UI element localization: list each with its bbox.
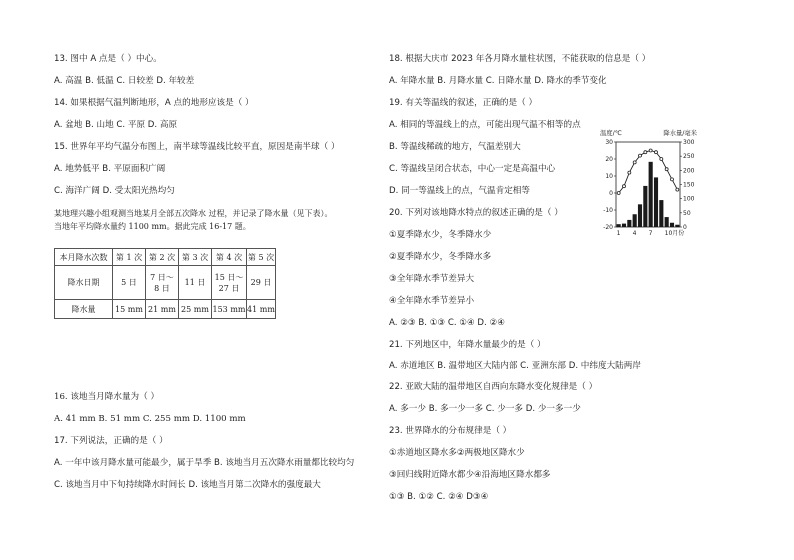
temperature-point [649,149,652,152]
x-tick-label: 1 [616,230,621,237]
q18-text: 18. 根据大庆市 2023 年各月降水量柱状图，不能获取的信息是（ ） [389,54,651,64]
q22-options: A. 多一少 B. 多一少一多 C. 少一多 D. 少一多一少 [389,404,581,414]
date-text: 27 日 [218,283,240,293]
q22-text: 22. 亚欧大陆的温带地区自西向东降水变化规律是（ ） [389,382,598,392]
date-text: 8 日 [154,283,170,293]
precip-bar [665,217,669,227]
precip-bar [643,186,647,227]
temperature-point [628,171,631,174]
material-intro-line1: 某地理兴趣小组观测当地某月全部五次降水 过程，并记录了降水量（见下表）。 [54,209,333,218]
precip-bar [675,225,679,227]
material-intro-line2: 当地年平均降水量约 1100 mm。据此完成 16-17 题。 [54,222,251,231]
q23-text: 23. 世界降水的分布规律是（ ） [389,426,512,436]
climate-chart [596,126,700,242]
table-row-amounts [55,300,276,319]
left-tick-label: 0 [609,190,613,197]
temperature-point [660,158,663,161]
left-tick-label: 10 [605,173,613,180]
temperature-point [671,178,674,181]
left-tick-label: -10 [603,207,613,214]
right-tick-label: 200 [683,167,695,175]
precip-bar [659,200,663,227]
q20-item-1: ①夏季降水少，冬季降水少 [389,230,492,240]
right-tick-label: 150 [683,181,695,189]
q17-text: 17. 下列说法，正确的是（ ） [54,436,168,446]
right-axis-title: 降水量/毫米 [663,130,697,137]
q20-text: 20. 下列对该地降水特点的叙述正确的是（ ） [389,208,563,218]
temperature-point [655,151,658,154]
q14-options: A. 盆地 B. 山地 C. 平原 D. 高原 [54,120,178,130]
precip-bar [627,220,631,227]
temperature-point [633,161,636,164]
x-tick-label: 7 [648,230,653,237]
q20-options: A. ②③ B. ①③ C. ①④ D. ②④ [389,318,505,328]
temperature-point [676,188,679,191]
table-header-row [55,249,276,266]
q15-options-cd: C. 海洋广阔 D. 受太阳光热均匀 [54,186,175,196]
x-tick-label: 10月份 [664,230,685,237]
q19-option-a: A. 相同的等温线上的点，可能出现气温不相等的点 [389,120,581,130]
x-tick-label: 4 [632,230,637,237]
q23-item-1-2: ①赤道地区降水多②两极地区降水少 [389,448,525,458]
right-tick-label: 250 [683,153,695,161]
temperature-point [623,185,626,188]
date-text: 11 日 [184,278,206,287]
q20-item-3: ③全年降水季节差异大 [389,274,475,284]
q17-options-ab: A. 一年中该月降水量可能最少，属于旱季 B. 该地当月五次降水雨量都比较均匀 [54,458,355,468]
q20-item-2: ②夏季降水少，冬季降水多 [389,252,492,262]
temperature-point [617,192,620,195]
q19-option-c: C. 等温线呈闭合状态，中心一定是高温中心 [389,164,556,174]
date-text: 29 日 [250,278,272,287]
date-text: 15 日～ [214,272,244,282]
right-tick-label: 100 [683,195,695,203]
table-cell [212,266,247,300]
q16-text: 16. 该地当月降水量为（ ） [54,392,160,402]
table-cell: 15 mm [113,300,146,319]
table-cell [247,266,276,300]
right-tick-label: 0 [683,224,687,231]
table-cell: 21 mm [146,300,179,319]
table-cell: 41 mm [247,300,276,319]
q21-options: A. 赤道地区 B. 温带地区大陆内部 C. 亚洲东部 D. 中纬度大陆两岸 [389,361,641,371]
precip-bar [638,204,642,227]
q21-text: 21. 下列地区中，年降水量最少的是（ ） [389,340,546,350]
table-cell [179,266,212,300]
table-header-cell: 第 1 次 [113,249,146,266]
table-cell: 153 mm [212,300,247,319]
q17-options-cd: C. 该地当月中下旬持续降水时间长 D. 该地当月第二次降水的强度最大 [54,480,321,490]
row-label: 降水量 [55,300,113,319]
q19-option-d: D. 同一等温线上的点，气温肯定相等 [389,186,530,196]
table-header-cell: 本月降水次数 [55,249,113,266]
left-axis-title: 温度/℃ [600,130,622,137]
temperature-line [619,151,678,194]
table-header-cell: 第 2 次 [146,249,179,266]
q19-text: 19. 有关等温线的叙述，正确的是（ ） [389,98,538,108]
table-cell [146,266,179,300]
q15-text: 15. 世界年平均气温分布图上，南半球等温线比较平直，原因是南半球（ ） [54,142,340,152]
q23-item-3-4: ③回归线附近降水都少④沿海地区降水都多 [389,470,551,480]
table-row-dates [55,266,276,300]
q23-options: ①③ B. ①② C. ②④ D③④ [389,492,489,502]
precip-bar [633,214,637,227]
left-tick-label: -20 [603,224,613,231]
precip-bar [617,224,621,227]
date-text: 7 日～ [150,272,174,282]
precip-bar [670,223,674,227]
right-tick-label: 300 [683,139,695,146]
temperature-point [639,154,642,157]
q14-text: 14. 如果根据气温判断地形，A 点的地形应该是（ ） [54,98,254,108]
table-header-cell: 第 5 次 [247,249,276,266]
q13-text: 13. 图中 A 点是（ ）中心。 [54,54,162,64]
q19-option-b: B. 等温线稀疏的地方，气温差别大 [389,142,521,152]
q16-options: A. 41 mm B. 51 mm C. 255 mm D. 1100 mm [54,414,246,424]
q20-item-4: ④全年降水季节差异小 [389,296,475,306]
row-label: 降水日期 [55,266,113,300]
precip-bar [649,162,653,227]
temperature-point [644,151,647,154]
left-tick-label: 20 [605,156,613,163]
plot-frame [616,142,680,227]
q15-options-ab: A. 地势低平 B. 平原面积广阔 [54,164,166,174]
table-cell [113,266,146,300]
table-header-cell: 第 3 次 [179,249,212,266]
right-tick-label: 50 [683,209,691,217]
table-cell: 25 mm [179,300,212,319]
precip-bar [622,224,626,227]
precipitation-record-table [54,248,276,319]
q18-options: A. 年降水量 B. 月降水量 C. 日降水量 D. 降水的季节变化 [389,76,607,86]
table-header-cell: 第 4 次 [212,249,247,266]
precip-bar [654,177,658,227]
left-tick-label: 30 [605,139,613,146]
q13-options: A. 高温 B. 低温 C. 日较差 D. 年较差 [54,76,195,86]
date-text: 5 日 [121,278,137,287]
temperature-point [665,168,668,171]
